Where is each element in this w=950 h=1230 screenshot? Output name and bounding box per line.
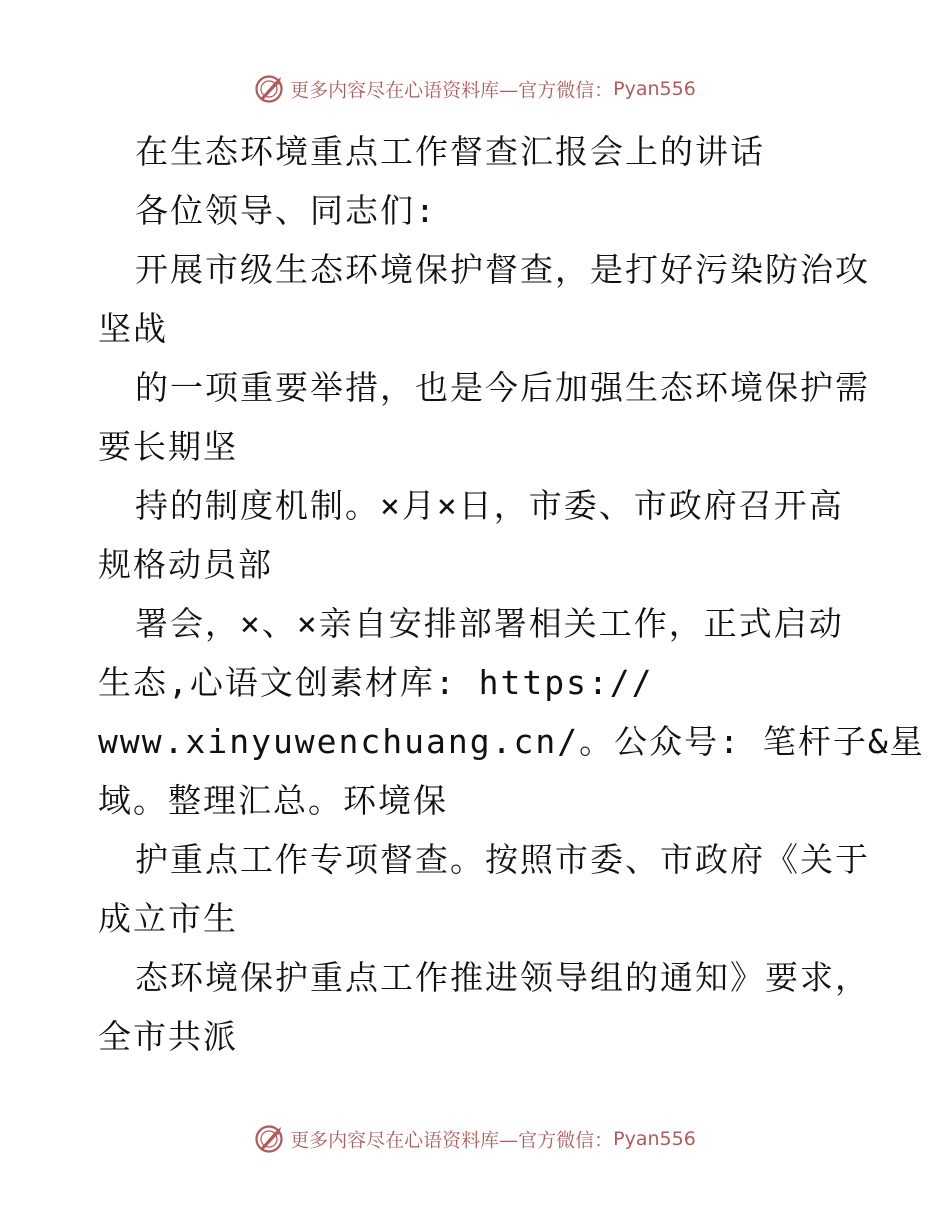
document-line: 坚战	[98, 309, 168, 348]
footer-banner	[0, 1124, 950, 1154]
document-body	[98, 122, 925, 1066]
document-line: 开展市级生态环境保护督查，是打好污染防治攻	[135, 250, 870, 289]
document-line: 成立市生	[98, 899, 238, 938]
document-line: 规格动员部	[98, 545, 273, 584]
header-banner-text: 更多内容尽在心语资料库—官方微信：	[290, 79, 614, 102]
document-line: 态环境保护重点工作推进领导组的通知》要求，	[135, 958, 870, 997]
document-line: 持的制度机制。×月×日，市委、市政府召开高	[135, 486, 844, 525]
document-line: 生态,心语文创素材库: https://	[98, 663, 654, 702]
document-line: 护重点工作专项督查。按照市委、市政府《关于	[135, 840, 870, 879]
document-line: 要长期坚	[98, 427, 238, 466]
header-banner	[0, 74, 950, 104]
document-line: 全市共派	[98, 1017, 238, 1056]
document-line: www.xinyuwenchuang.cn/。公众号: 笔杆子&星	[98, 722, 925, 761]
document-line: 的一项重要举措，也是今后加强生态环境保护需	[135, 368, 870, 407]
document-line: 域。整理汇总。环境保	[98, 781, 448, 820]
footer-wechat-id: Pyan556	[613, 1128, 696, 1150]
quill-pen-circle-icon	[254, 1124, 284, 1154]
document-line: 署会，×、×亲自安排部署相关工作，正式启动	[135, 604, 844, 643]
quill-pen-circle-icon	[254, 74, 284, 104]
document-line: 各位领导、同志们:	[135, 191, 437, 230]
header-wechat-id: Pyan556	[613, 78, 696, 100]
footer-banner-text: 更多内容尽在心语资料库—官方微信：	[290, 1129, 614, 1152]
document-line: 在生态环境重点工作督查汇报会上的讲话	[135, 132, 765, 171]
